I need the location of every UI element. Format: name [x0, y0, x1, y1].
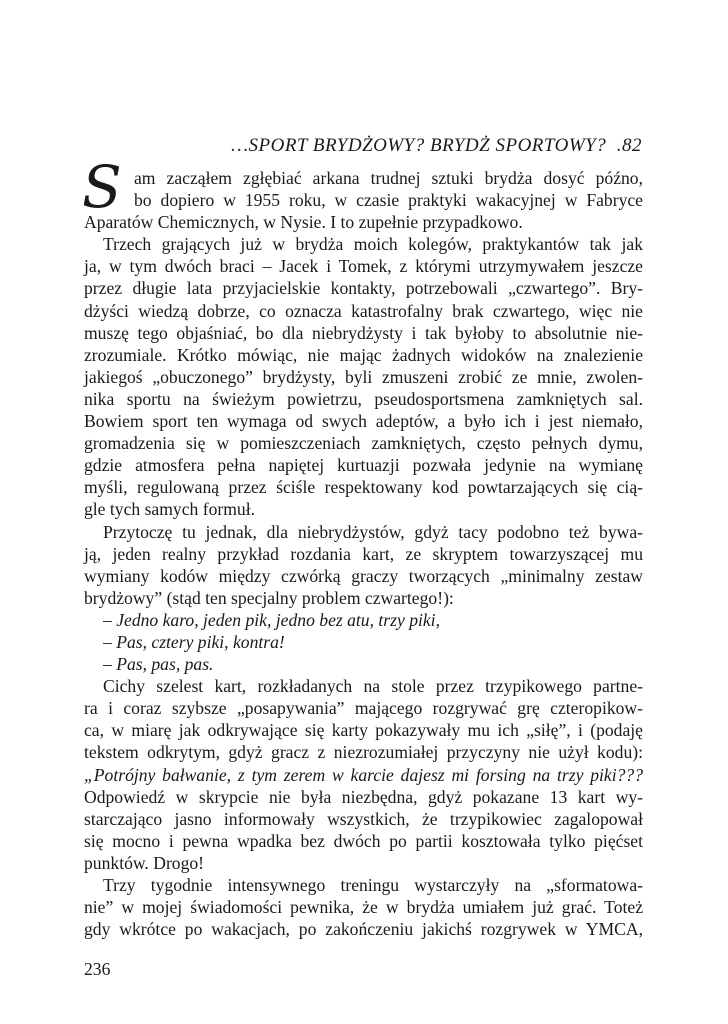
quote-line: „Potrójny bałwanie, z tym zerem w karcie dajesz mi forsing na trzy piki???: [84, 764, 643, 785]
text-line: muszę tego objaśniać, bo dla niebrydżysty i tak byłoby to absolutnie nie-: [84, 322, 643, 343]
drop-cap: S: [82, 153, 122, 221]
text-line: ją, jeden realny przykład rozdania kart, ze skryptem towarzyszącej mu: [84, 543, 643, 564]
body-text: [82, 153, 643, 940]
text-line: Cichy szelest kart, rozkładanych na stole przez trzypikowego partne-: [103, 676, 643, 697]
text-line: jakiegoś „obuczonego” brydżysty, byli zmuszeni zrobić ze mnie, zwolen-: [84, 366, 643, 387]
text-line: gromadzenia się w pomieszczeniach zamkniętych, często pełnych dymu,: [84, 433, 643, 454]
text-line: przez długie lata przyjacielskie kontakty, potrzebowali „czwartego”. Bry-: [84, 278, 643, 299]
text-line: ja, w tym dwóch braci – Jacek i Tomek, z którymi utrzymywałem jeszcze: [84, 256, 643, 277]
text-line: dżyści wiedzą dobrze, co oznacza katastrofalny brak czwartego, więc nie: [84, 300, 643, 321]
page-number: 236: [84, 959, 111, 979]
text-line: Trzech grających już w brydża moich kolegów, praktykantów tak jak: [103, 234, 643, 255]
text-line: nika sportu na świeżym powietrzu, pseudosportsmena zamkniętych sal.: [84, 388, 643, 409]
text-line: Trzy tygodnie intensywnego treningu wystarczyły na „sformatowa-: [103, 875, 643, 895]
dialogue-line: – Pas, pas, pas.: [103, 654, 214, 675]
text-line: ra i coraz szybsze „posapywania” mającego rozgrywać grę czteropikow-: [84, 698, 643, 719]
text-line: brydżowy” (stąd ten specjalny problem czwartego!):: [84, 587, 454, 608]
dialogue-line: – Pas, cztery piki, kontra!: [103, 631, 285, 652]
text-line: zrozumiale. Krótko mówiąc, nie mając żadnych widoków na znalezienie: [84, 344, 643, 365]
text-line: S am zacząłem zgłębiać arkana trudnej sztuki brydża dosyć późno,: [82, 153, 643, 221]
text-line: gdzie atmosfera pełna napiętej kurtuazji pozwała jedynie na wymianę: [84, 455, 643, 476]
text-line: bo dopiero w 1955 roku, w czasie praktyki wakacyjnej w Fabryce: [134, 190, 643, 211]
text-line: Aparatów Chemicznych, w Nysie. I to zupełnie przypadkowo.: [84, 212, 523, 233]
text-line: Przytoczę tu jednak, dla niebrydżystów, gdyż tacy podobno też bywa-: [103, 521, 643, 542]
chapter-number: .82: [616, 135, 642, 156]
text-line: Bowiem sport ten wymaga od swych adeptów, a było ich i jest niemało,: [84, 411, 643, 432]
dialogue-line: – Jedno karo, jeden pik, jedno bez atu, trzy piki,: [103, 609, 440, 630]
text-line: punktów. Drogo!: [84, 852, 205, 873]
text-line: Odpowiedź w skrypcie nie była niezbędna, gdyż pokazane 13 kart wy-: [84, 786, 643, 807]
text-line: ca, w miarę jak odkrywające się karty pokazywały mu ich „siłę”, i (podaję: [84, 720, 643, 741]
text-line: myśli, regulowaną przez ściśle respektowany kod powtarzających się cią-: [84, 477, 643, 498]
running-header: [180, 135, 642, 157]
text-line: starczająco jasno informowały wszystkich, że trzypikowiec zagalopował: [84, 808, 643, 829]
text-line: gle tych samych formuł.: [84, 499, 256, 520]
text-line: wymiany kodów między czwórką graczy tworzących „minimalny zestaw: [84, 565, 643, 586]
text-line: nie” w mojej świadomości pewnika, że w brydża umiałem już grać. Toteż: [84, 897, 643, 918]
text-line: gdy wkrótce po wakacjach, po zakończeniu jakichś rozgrywek w YMCA,: [84, 919, 643, 940]
text-line: się mocno i pewna wpadka bez dwóch po partii kosztowała tylko pięćset: [84, 830, 643, 851]
text-line: tekstem odkrytym, gdyż gracz z niezrozumiałej przyczyny nie użył kodu):: [84, 742, 643, 763]
running-title: …SPORT BRYDŻOWY? BRYDŻ SPORTOWY?: [231, 135, 607, 156]
